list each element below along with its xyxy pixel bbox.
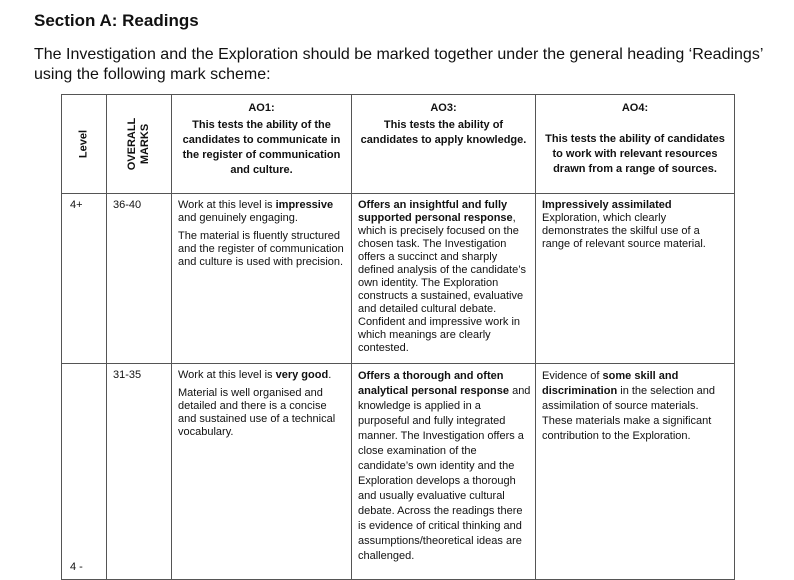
emphasis: Impressively assimilated [542,199,672,211]
ao4-cell: Evidence of some skill and discrimination in the selection and assimilation of source materials. These materials make a significant contribution to the Exploration. [536,364,735,580]
ao3-cell: Offers a thorough and often analytical personal response and knowledge is applied in a purposeful and fully integrated manner. The Investigation offers a close examination of the candidate’s own identity and the Exploration develops a thorough and usually evaluative cultural debate. Across the readings there is evidence of critical thinking and assumptions/theoretical ideas are challenged. [352,364,536,580]
ao1-header [172,95,352,194]
marks-cell: 31-35 [107,364,172,580]
section-title: Section A: Readings [34,11,199,30]
emphasis: some skill and discrimination [542,370,679,397]
emphasis: Offers a thorough and often analytical personal response [358,370,510,397]
level-cell: 4+ [62,194,107,364]
ao4-cell: Impressively assimilated Exploration, which clearly demonstrates the skilful use of a range of relevant source material. [536,194,735,364]
table-row [62,364,735,580]
ao1-code: AO1: [248,102,275,114]
level-header: Level [62,95,107,194]
ao1-description: This tests the ability of the candidates to communicate in the register of communication and culture. [182,119,341,176]
level-cell: 4 - [62,364,107,580]
intro-paragraph: The Investigation and the Exploration should be marked together under the general heading ‘Readings’ using the following mark scheme: [34,46,763,83]
emphasis: Offers an insightful and fully supported personal response [358,199,513,224]
mark-scheme-table [61,94,735,580]
marks-label: MARKS [139,123,151,165]
ao4-code: AO4: [621,102,649,114]
ao4-header [536,95,735,194]
table-row [62,194,735,364]
emphasis: very good [275,369,329,381]
ao3-description: This tests the ability of candidates to apply knowledge. [360,119,527,146]
ao1-cell: Work at this level is impressive and genuinely engaging. The material is fluently structured and the register of communication and culture is used with precision. [172,194,352,364]
ao3-cell: Offers an insightful and fully supported personal response, which is precisely focused on the chosen task. The Investigation offers a succinct and sharply defined analysis of the candidate’s own identity. The Exploration constructs a sustained, evaluative and detailed cultural debate. Confident and impressive work in which meanings are clearly contested. [352,194,536,364]
header-row [62,95,735,194]
ao4-description: This tests the ability of candidates to work with relevant resources drawn from a range of sources. [545,133,725,175]
ao1-cell: Work at this level is very good. Material is well organised and detailed and there is a concise and sustained use of a technical vocabulary. [172,364,352,580]
overall-label: OVERALL [126,117,138,171]
ao3-code: AO3: [430,102,457,114]
ao3-header [352,95,536,194]
overall-marks-header [107,95,172,194]
marks-cell: 36-40 [107,194,172,364]
emphasis: impressive [275,199,334,211]
